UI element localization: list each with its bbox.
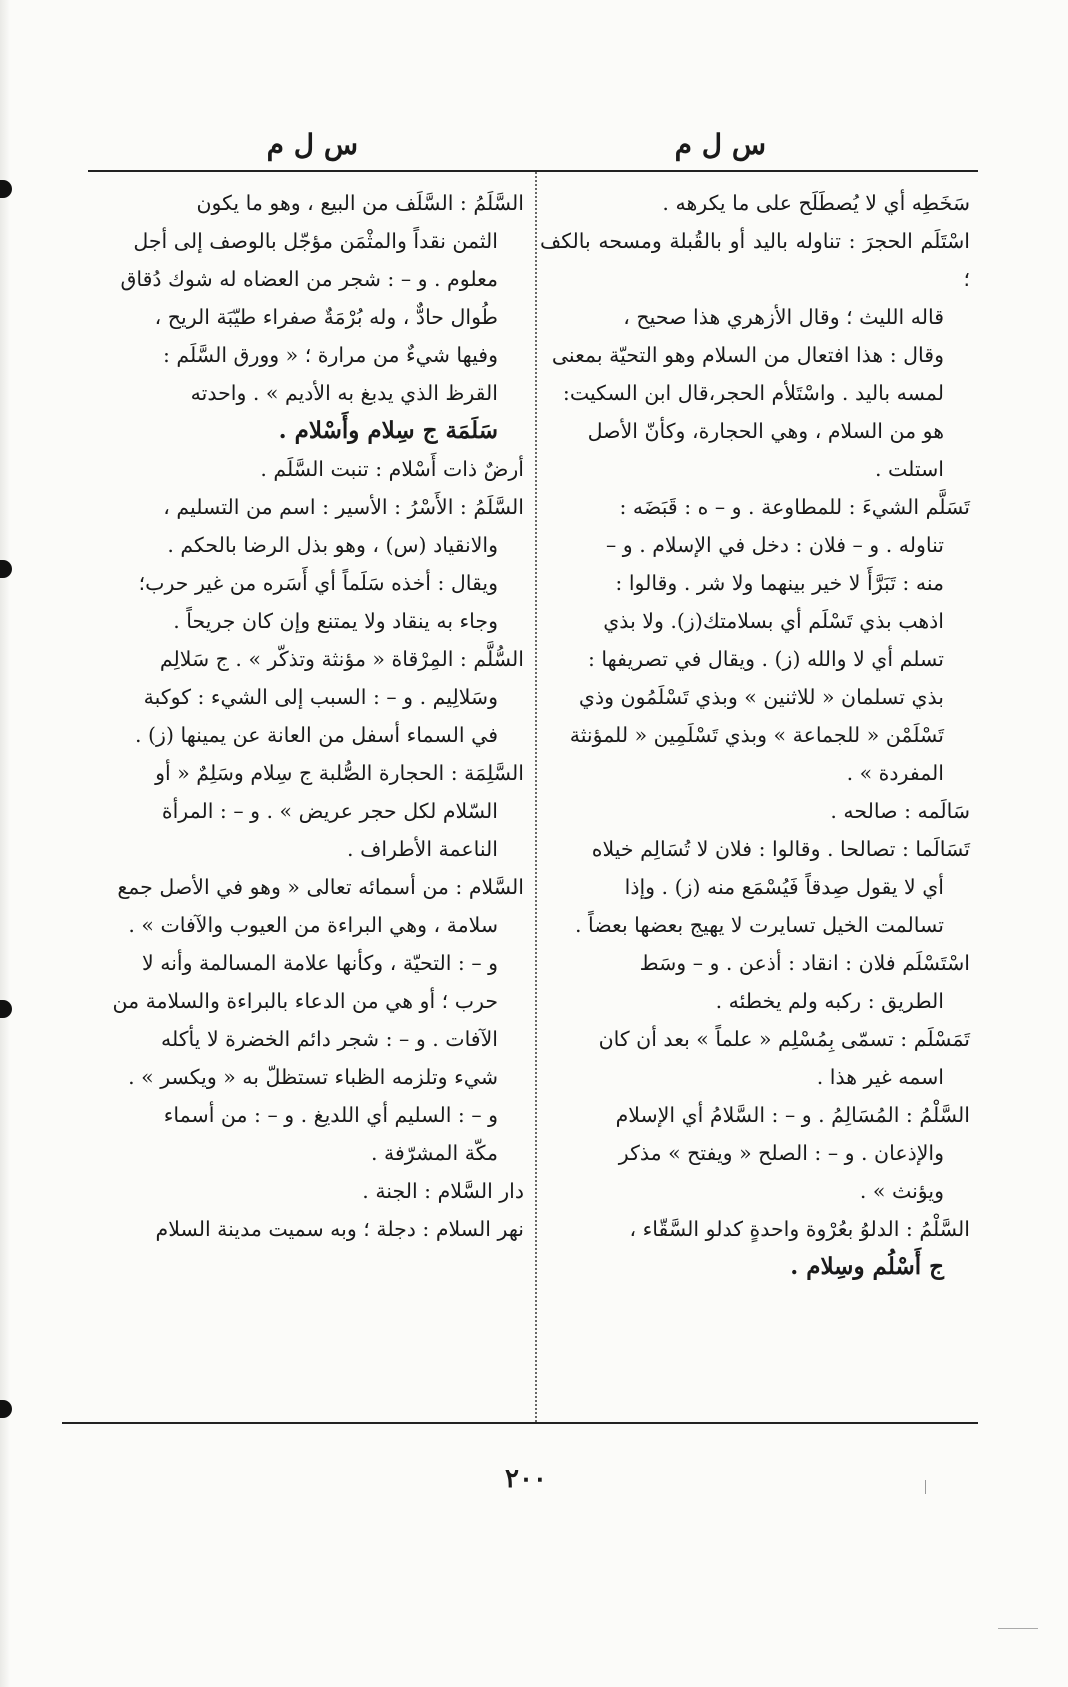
text-line: استلت . (874, 457, 944, 481)
text-line: و – : السليم أي اللديغ . و – : من أسماء (163, 1103, 498, 1127)
text-line: تَسْلَمْن « للجماعة » وبذي تَسْلَمِين « للمؤنثة (569, 723, 944, 747)
text-line: نهر السلام : دجلة ؛ وبه سميت مدينة السلام (155, 1217, 524, 1241)
text-line: الثمن نقداً والمثْمَن مؤجّل بالوصف إلى أجل (133, 229, 498, 253)
text-line: السَّلْمُ : الدلوُ بعُرْوة واحدةٍ كدلو السَّقّاء ، (629, 1217, 970, 1241)
text-line: تَمَسْلَم : تسمّى بِمُسْلِم « علماً » بعد أن كان (598, 1027, 970, 1051)
text-line: حرب ؛ أو هي من الدعاء بالبراءة والسلامة من (112, 989, 498, 1013)
text-line: السَّلام : من أسمائه تعالى « وهو في الأصل جمع (117, 875, 524, 899)
text-line: وفيها شيءٌ من مرارة ؛ « وورق السَّلَم : (162, 343, 498, 367)
text-line: تَسَلَّم الشيءَ : للمطاوعة . و – ه : قَبَضَه : (619, 495, 970, 519)
text-line: لمسه باليد . واسْتَلأم الحجر،قال ابن السكيت: (562, 381, 944, 405)
text-line: ويؤنث » . (859, 1179, 944, 1203)
text-line: تَسَالَما : تصالحا . وقالوا : فلان لا تُسَالِم خيلاه (591, 837, 970, 861)
text-line: الناعمة الأطراف . (347, 837, 498, 861)
binding-hole-mark (0, 560, 12, 578)
page-edge (0, 0, 10, 1687)
text-line: والإذعان . و – : الصلح « ويفتح » مذكر (618, 1141, 944, 1165)
text-line: القرظ الذي يدبغ به الأديم » . واحدته (190, 381, 498, 405)
column-divider (535, 172, 537, 1422)
text-line: وسَلالِيم . و – : السبب إلى الشيء : كوكبة (143, 685, 498, 709)
text-line: طُوال حادٌّ ، وله بُرْمَةٌ صفراء طيّبَة الريح ، (154, 305, 498, 329)
text-line: أي لا يقول صِدقاً فَيُسْمَع منه (ز) . وإذا (624, 875, 944, 899)
text-line: السَّلِمَة : الحجارة الصُّلبة ج سِلام وسَلِمٌ « أو (155, 761, 524, 785)
text-line: مكّة المشرّفة . (370, 1141, 498, 1165)
text-line: السَّلْمُ : المُسَالِمُ . و – : السَّلامُ أي الإسلام (615, 1103, 970, 1127)
margin-mark (925, 1480, 926, 1494)
text-line: تناوله . و – فلان : دخل في الإسلام . و – (606, 533, 944, 557)
left-column (69, 184, 524, 1248)
text-line: وقال : هذا افتعال من السلام وهو التحيّة بمعنى (551, 343, 944, 367)
text-line: في السماء أسفل من العانة عن يمينها (ز) . (135, 723, 498, 747)
text-line: اسْتَلَم الحجرَ : تناوله باليد أو بالقُبلة ومسحه بالكف ؛ (540, 229, 970, 291)
text-line: ويقال : أخذه سَلَماً أي أَسَره من غير حرب؛ (138, 571, 498, 595)
text-line: سلامة ، وهي البراءة من العيوب والآفات » . (128, 913, 498, 937)
text-line: اسْتَسْلَم فلان : انقاد : أذعن . و – وسَط (639, 951, 970, 975)
text-line: قاله الليث ؛ وقال الأزهري هذا صحيح ، (623, 305, 944, 329)
text-line: المفردة » . (846, 761, 944, 785)
text-line: ج أَسْلُم وسِلام . (790, 1253, 944, 1280)
binding-hole-mark (0, 1000, 12, 1018)
text-line: اسمه غير هذا . (816, 1065, 944, 1089)
binding-hole-mark (0, 1400, 12, 1418)
top-rule (88, 170, 978, 172)
text-line: السُّلَّم : المِرْقاة « مؤنثة وتذكّر » . ج سَلالِم (159, 647, 524, 671)
bottom-rule (62, 1422, 978, 1424)
text-line: تسالمت الخيل تسايرت لا يهيج بعضها بعضاً . (575, 913, 944, 937)
text-line: شيء وتلزمه الظباء تستظلّ به « ويكسر » . (128, 1065, 498, 1089)
text-line: منه : تَبَرَّأَ لا خير بينهما ولا شر . وقالوا : (615, 571, 944, 595)
text-line: سَلَمَة ج سِلام وأَسْلام . (278, 417, 498, 444)
right-column (540, 184, 970, 1286)
text-line: بذي تسلمان « للاثنين » وبذي تَسْلَمُون وذي (578, 685, 944, 709)
text-line: سَخَطِه أي لا يُصطَلَح على ما يكرهه . (662, 191, 970, 215)
text-line: السَّلَمُ : السَّلَف من البيع ، وهو ما يكون (196, 191, 524, 215)
text-line: معلوم . و – : شجر من العضاه له شوك دُقاق (120, 267, 498, 291)
text-line: سَالَمه : صالحه . (830, 799, 970, 823)
text-line: هو من السلام ، وهي الحجارة، وكأنّ الأصل (587, 419, 944, 443)
text-line: والانقياد (س) ، وهو بذل الرضا بالحكم . (167, 533, 498, 557)
text-line: دار السَّلام : الجنة . (362, 1179, 524, 1203)
text-line: الآفات . و – : شجر دائم الخضرة لا يأكله (160, 1027, 498, 1051)
text-line: و – : التحيّة ، وكأنها علامة المسالمة وأنه لا (142, 951, 498, 975)
text-line: السَّلَمُ : الأَسْرُ : الأسير : اسم من التسليم ، (163, 495, 524, 519)
text-line: اذهب بذي تَسْلَم أي بسلامتك(ز). ولا بذي (603, 609, 944, 633)
text-line: الطريق : ركبه ولم يخطئه . (715, 989, 944, 1013)
binding-hole-mark (0, 180, 12, 198)
running-head-right: س ل م (674, 128, 766, 161)
text-line: تسلم أي لا والله (ز) . ويقال في تصريفها : (587, 647, 944, 671)
page-number: ٢٠٠ (505, 1464, 547, 1494)
running-head-left: س ل م (266, 128, 358, 161)
text-line: السّلام لكل حجر عريض » . و – : المرأة (161, 799, 498, 823)
text-line: وجاء به ينقاد ولا يمتنع وإن كان جريحاً . (173, 609, 498, 633)
text-line: أرضٌ ذات أَسْلام : تنبت السَّلَم . (260, 457, 524, 481)
margin-mark (998, 1628, 1038, 1629)
